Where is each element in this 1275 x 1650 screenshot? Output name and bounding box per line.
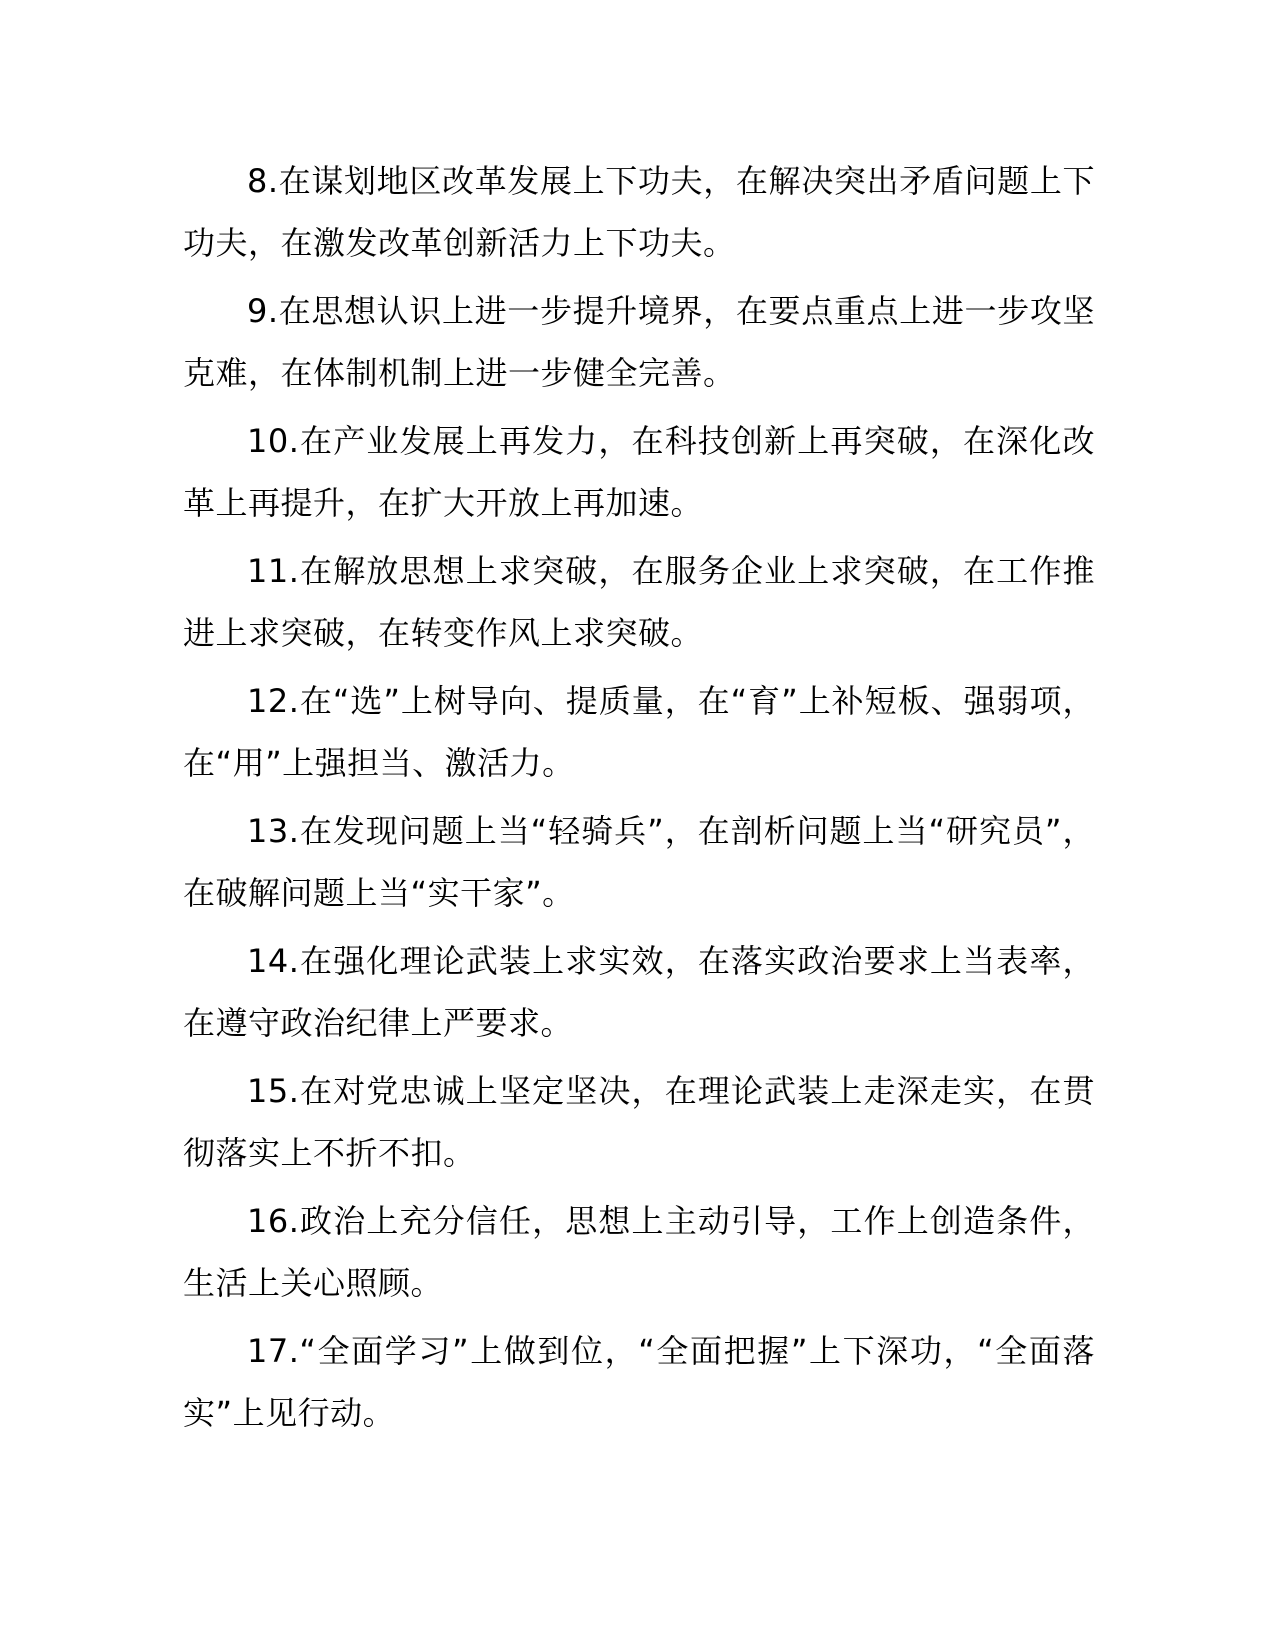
- paragraph-14: 14.在强化理论武装上求实效，在落实政治要求上当表率，在遵守政治纪律上严要求。: [183, 942, 1095, 1042]
- paragraph-8: 8.在谋划地区改革发展上下功夫，在解决突出矛盾问题上下功夫，在激发改革创新活力上下功夫。: [183, 162, 1095, 262]
- paragraph-11: 11.在解放思想上求突破，在服务企业上求突破，在工作推进上求突破，在转变作风上求突破。: [183, 552, 1095, 652]
- paragraph-16: 16.政治上充分信任，思想上主动引导，工作上创造条件，生活上关心照顾。: [183, 1202, 1095, 1302]
- paragraph-17: 17.“全面学习”上做到位，“全面把握”上下深功，“全面落实”上见行动。: [183, 1332, 1095, 1432]
- paragraph-9: 9.在思想认识上进一步提升境界，在要点重点上进一步攻坚克难，在体制机制上进一步健全完善。: [183, 292, 1095, 392]
- paragraph-12: 12.在“选”上树导向、提质量，在“育”上补短板、强弱项，在“用”上强担当、激活力。: [183, 682, 1095, 782]
- paragraph-13: 13.在发现问题上当“轻骑兵”，在剖析问题上当“研究员”，在破解问题上当“实干家”。: [183, 812, 1095, 912]
- paragraph-15: 15.在对党忠诚上坚定坚决，在理论武装上走深走实，在贯彻落实上不折不扣。: [183, 1072, 1095, 1172]
- document-body: [183, 150, 1095, 1450]
- paragraph-10: 10.在产业发展上再发力，在科技创新上再突破，在深化改革上再提升，在扩大开放上再加速。: [183, 422, 1095, 522]
